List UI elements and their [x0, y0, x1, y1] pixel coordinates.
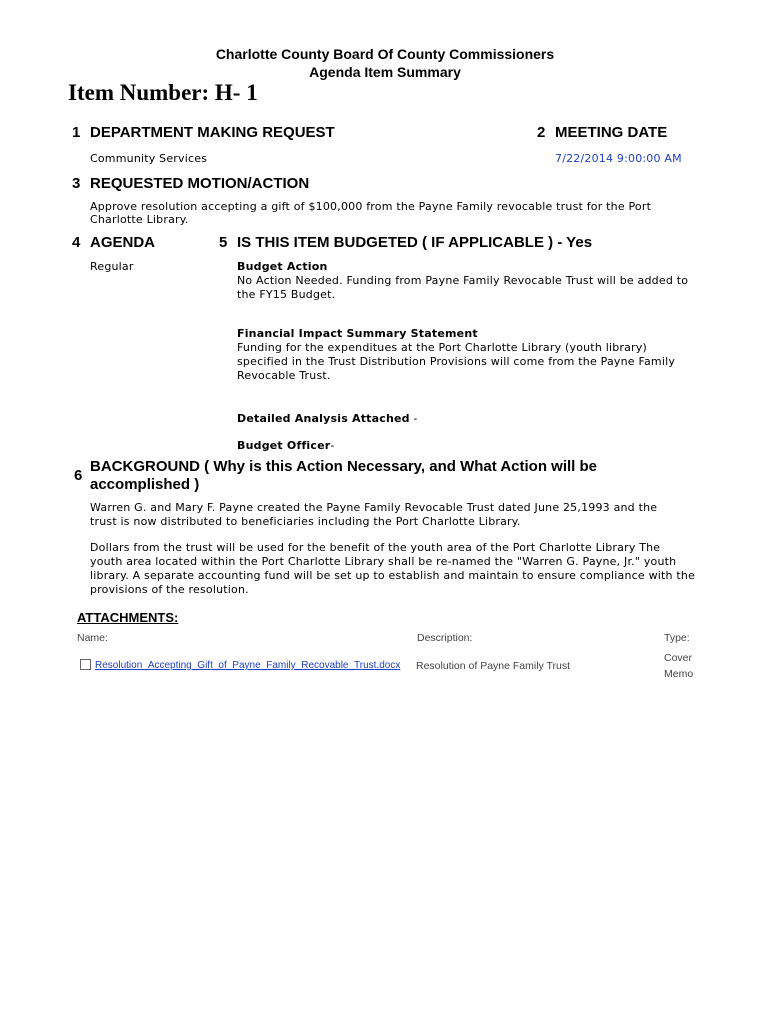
financial-impact-label: Financial Impact Summary Statement	[237, 327, 478, 340]
financial-impact-line-2: specified in the Trust Distribution Provisions will come from the Payne Family	[237, 355, 676, 368]
detailed-analysis-label: Detailed Analysis Attached	[237, 412, 410, 425]
background-p2-line-4: provisions of the resolution.	[90, 583, 249, 596]
agenda-value: Regular	[90, 260, 134, 273]
budget-action-line-2: the FY15 Budget.	[237, 288, 336, 301]
background-p1-line-1: Warren G. and Mary F. Payne created the Payne Family Revocable Trust dated June 25,1993 and the	[90, 501, 658, 514]
section-6-title-line-2: accomplished )	[90, 476, 200, 493]
section-1-number: 1	[72, 124, 81, 141]
motion-text-line-1: Approve resolution accepting a gift of $100,000 from the Payne Family revocable trust for the Port	[90, 200, 652, 213]
department-value: Community Services	[90, 152, 208, 165]
detailed-analysis-row	[237, 409, 418, 427]
budget-officer-value: -	[330, 439, 335, 452]
attachment-checkbox[interactable]	[80, 659, 91, 670]
section-3-number: 3	[72, 175, 81, 192]
detailed-analysis-value: -	[409, 412, 418, 425]
section-4-number: 4	[72, 234, 81, 251]
attachments-col-type: Type:	[664, 632, 690, 644]
budget-action-label: Budget Action	[237, 260, 328, 273]
budget-officer-label: Budget Officer	[237, 439, 331, 452]
section-2-number: 2	[537, 124, 546, 141]
section-5-title: IS THIS ITEM BUDGETED ( IF APPLICABLE ) - Yes	[237, 234, 593, 251]
background-p1-line-2: trust is now distributed to beneficiaries including the Port Charlotte Library.	[90, 515, 521, 528]
attachment-type-line-1: Cover	[664, 652, 693, 664]
financial-impact-line-3: Revocable Trust.	[237, 369, 331, 382]
section-6-number: 6	[74, 467, 83, 484]
attachment-description: Resolution of Payne Family Trust	[416, 660, 571, 672]
section-3-title: REQUESTED MOTION/ACTION	[90, 175, 310, 192]
financial-impact-line-1: Funding for the expenditues at the Port Charlotte Library (youth library)	[237, 341, 647, 354]
attachments-heading: ATTACHMENTS:	[77, 610, 179, 625]
budget-officer-row	[237, 436, 335, 454]
background-p2-line-3: library. A separate accounting fund will be set up to establish and maintain to ensure compliance with the	[90, 569, 696, 582]
motion-text-line-2: Charlotte Library.	[90, 213, 189, 226]
attachments-col-name: Name:	[77, 632, 108, 644]
attachment-link[interactable]: Resolution_Accepting_Gift_of_Payne_Family_Recovable_Trust.docx	[95, 660, 401, 671]
attachment-type-line-2: Memo	[664, 668, 694, 680]
section-5-number: 5	[219, 234, 228, 251]
board-title: Charlotte County Board Of County Commissioners	[215, 46, 555, 62]
attachments-col-description: Description:	[417, 632, 473, 644]
section-4-title: AGENDA	[90, 234, 156, 251]
item-number-title: Item Number: H- 1	[68, 80, 258, 105]
section-2-title: MEETING DATE	[555, 124, 668, 141]
background-p2-line-1: Dollars from the trust will be used for the benefit of the youth area of the Port Charlotte Library The	[90, 541, 661, 554]
summary-subtitle: Agenda Item Summary	[309, 64, 461, 80]
meeting-date-value: 7/22/2014 9:00:00 AM	[555, 152, 682, 165]
section-6-title-line-1: BACKGROUND ( Why is this Action Necessary, and What Action will be	[90, 458, 598, 475]
section-1-title: DEPARTMENT MAKING REQUEST	[90, 124, 335, 141]
budget-action-line-1: No Action Needed. Funding from Payne Family Revocable Trust will be added to	[237, 274, 689, 287]
background-p2-line-2: youth area located within the Port Charlotte Library shall be re-named the "Warren G. Payne, Jr." youth	[90, 555, 677, 568]
